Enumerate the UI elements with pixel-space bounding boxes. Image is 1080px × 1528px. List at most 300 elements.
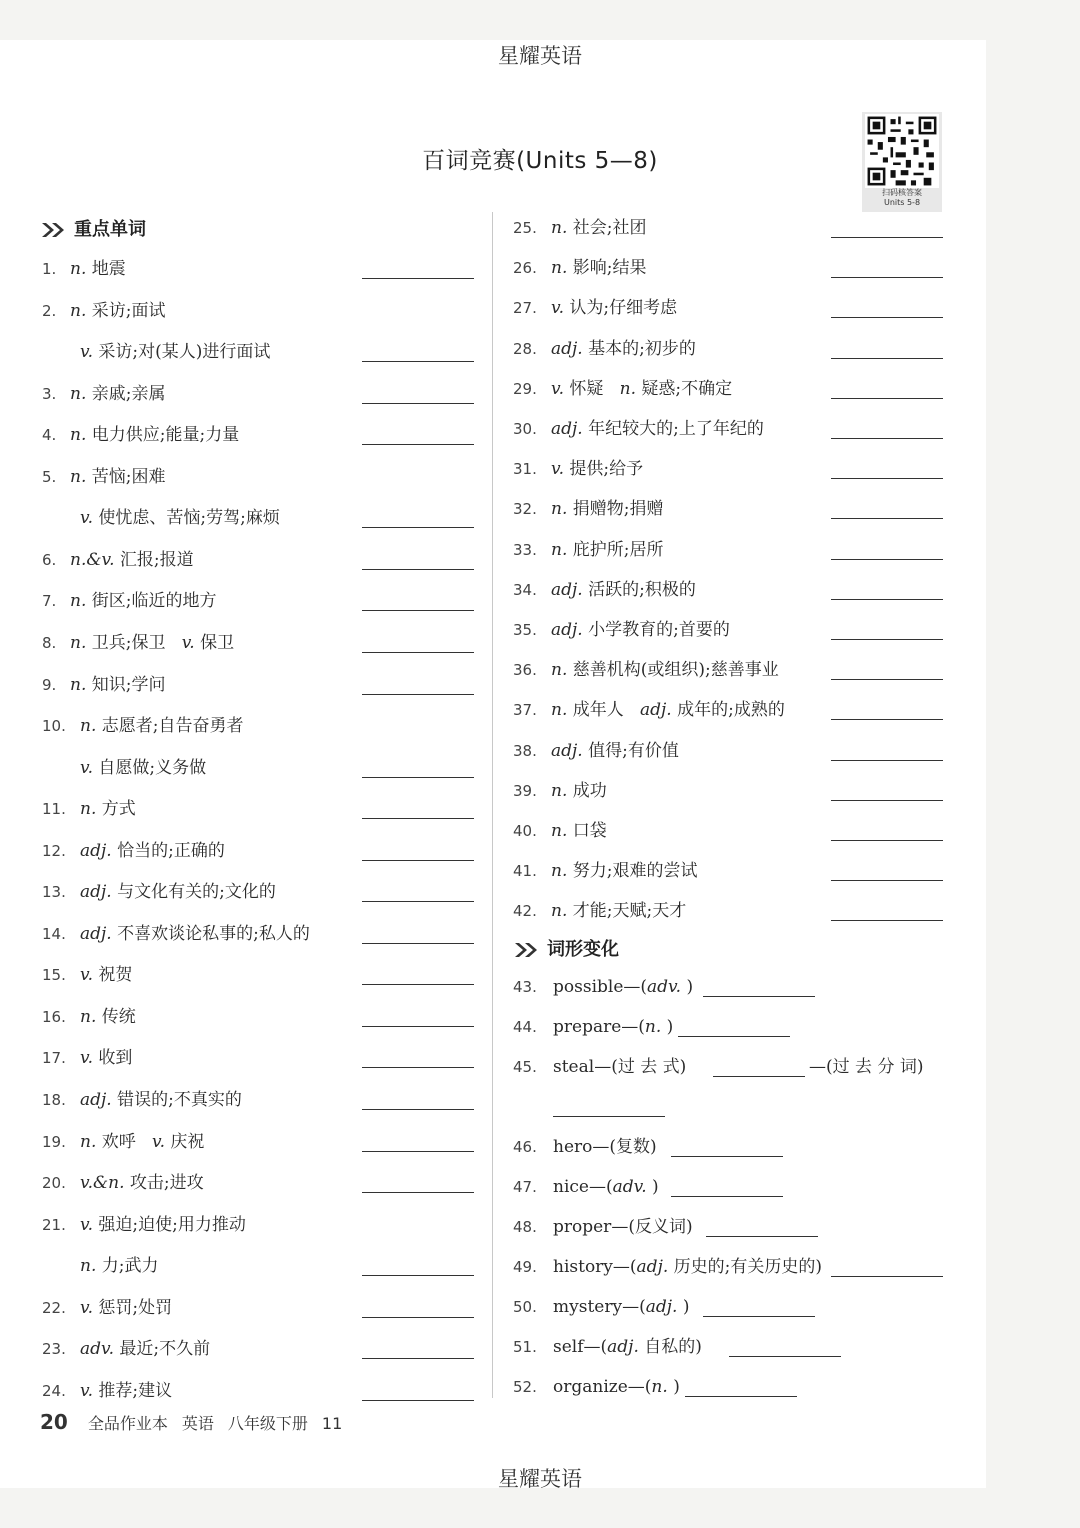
item-number: 31. [513, 460, 537, 479]
item-number: 7. [42, 592, 57, 611]
item-number: 13. [42, 883, 66, 902]
part-of-speech: n. [551, 780, 568, 801]
answer-blank[interactable] [362, 860, 474, 861]
item-definition [70, 381, 166, 407]
meaning: 志愿者;自告奋勇者 [101, 716, 244, 737]
item-number: 23. [42, 1340, 66, 1359]
item-definition [551, 858, 698, 884]
answer-blank[interactable] [362, 1317, 474, 1318]
book-name: 全品作业本 [87, 1414, 168, 1433]
part-of-speech: n. [651, 1377, 668, 1397]
answer-blank[interactable] [831, 880, 943, 881]
vocab-row [513, 336, 943, 362]
part-of-speech: v. [80, 342, 93, 363]
item-definition [551, 697, 785, 723]
item-definition [551, 738, 679, 764]
base-word: nice—( [553, 1177, 613, 1197]
item-definition [551, 778, 607, 804]
answer-blank[interactable] [831, 277, 943, 278]
meaning: 使忧虑、苦恼;劳驾;麻烦 [98, 508, 280, 529]
meaning: 错误的;不真实的 [117, 1090, 242, 1110]
answer-blank[interactable] [831, 679, 943, 680]
vocab-row [42, 796, 474, 822]
item-number: 40. [513, 822, 537, 840]
answer-blank[interactable] [362, 1400, 474, 1401]
word-form-row [513, 974, 945, 1000]
meaning: 电力供应;能量;力量 [91, 425, 240, 446]
item-number: 43. [513, 978, 537, 996]
vocab-row [42, 1212, 474, 1238]
answer-blank[interactable] [831, 719, 943, 720]
double-chevron-icon [40, 222, 66, 238]
base-word: steal—(过 去 式) [553, 1057, 687, 1077]
item-number: 33. [513, 540, 537, 559]
item-definition [80, 921, 310, 947]
word-prompt [553, 1174, 659, 1200]
qr-caption-units: Units 5-8 [883, 198, 921, 207]
part-of-speech: n. [70, 466, 87, 487]
meaning: 成功 [572, 780, 607, 801]
prompt-tail: ) [682, 1297, 690, 1317]
answer-blank[interactable] [362, 1358, 474, 1359]
part-of-speech: adj. [551, 620, 583, 640]
prompt-tail: ) [666, 1017, 674, 1037]
item-definition [551, 215, 647, 241]
word-prompt [553, 974, 693, 1000]
item-number: 34. [513, 580, 537, 599]
part-of-speech: v. [80, 1048, 93, 1069]
meaning: 祝贺 [98, 965, 133, 986]
meaning: 街区;临近的地方 [91, 591, 217, 612]
meaning: 认为;仔细考虑 [569, 298, 678, 319]
item-number: 45. [513, 1058, 537, 1076]
code: 11 [321, 1414, 343, 1433]
item-number: 37. [513, 701, 537, 720]
answer-blank[interactable] [831, 639, 943, 640]
vocab-row [513, 697, 943, 723]
item-definition [70, 672, 166, 698]
answer-blank[interactable] [362, 901, 474, 902]
item-number: 26. [513, 259, 537, 278]
part-of-speech: n. [619, 378, 636, 399]
item-definition [80, 1004, 136, 1030]
item-definition [80, 1336, 210, 1362]
vocab-row [513, 778, 943, 804]
item-definition [80, 1087, 242, 1113]
meaning: 庆祝 [170, 1131, 205, 1152]
vocab-row [42, 1295, 474, 1321]
vocab-row [42, 1045, 474, 1071]
answer-blank[interactable] [729, 1356, 841, 1357]
part-of-speech: n.&v. [70, 549, 115, 570]
vocab-row [42, 422, 474, 448]
answer-blank[interactable] [362, 818, 474, 819]
footer [40, 1410, 356, 1434]
prompt-tail: ) [686, 977, 694, 997]
answer-blank[interactable] [831, 559, 943, 560]
item-definition [551, 617, 730, 643]
part-of-speech: adj. [80, 923, 112, 944]
answer-blank[interactable] [362, 1192, 474, 1193]
answer-blank[interactable] [362, 984, 474, 985]
answer-blank[interactable] [362, 444, 474, 445]
part-of-speech: n. [551, 821, 568, 841]
answer-blank[interactable] [671, 1156, 783, 1157]
meaning: 小学教育的;首要的 [588, 620, 730, 640]
word-prompt [553, 1334, 702, 1360]
word-form-row [513, 1214, 945, 1240]
answer-blank[interactable] [831, 800, 943, 801]
item-number: 47. [513, 1178, 537, 1196]
column-divider [492, 212, 493, 1398]
item-number: 30. [513, 420, 537, 438]
answer-blank[interactable] [362, 1067, 474, 1068]
item-number: 25. [513, 219, 537, 237]
qr-code[interactable] [862, 112, 942, 212]
vocab-row [42, 921, 474, 947]
part-of-speech: adj. [645, 1297, 678, 1317]
vocab-row [42, 1004, 474, 1030]
part-of-speech: adj. [636, 1257, 669, 1277]
item-definition [80, 755, 206, 781]
item-number: 27. [513, 299, 537, 318]
vocab-row [42, 1336, 474, 1362]
item-number: 18. [42, 1091, 66, 1109]
vocab-row [42, 962, 474, 988]
meaning: 口袋 [572, 821, 607, 841]
item-number: 5. [42, 467, 57, 486]
answer-blank[interactable] [831, 398, 943, 399]
part-of-speech: v. [151, 1131, 165, 1152]
part-of-speech: v. [551, 378, 564, 399]
vocab-row [42, 298, 474, 324]
item-number: 20. [42, 1174, 66, 1193]
prompt-tail: 自私的) [644, 1337, 702, 1357]
item-number: 17. [42, 1049, 66, 1068]
answer-blank[interactable] [831, 438, 943, 439]
meaning: 捐赠物;捐赠 [572, 499, 664, 520]
answer-blank[interactable] [362, 527, 474, 528]
base-word: history—( [553, 1257, 637, 1277]
word-prompt [553, 1374, 680, 1400]
grade: 八年级下册 [227, 1414, 308, 1433]
meaning: 传统 [101, 1006, 136, 1027]
answer-blank[interactable] [706, 1236, 818, 1237]
meaning: 庇护所;居所 [572, 539, 664, 560]
word-form-row [513, 1294, 945, 1320]
vocab-row [513, 456, 943, 482]
answer-blank[interactable] [685, 1396, 797, 1397]
vocab-row [42, 1170, 474, 1196]
item-definition [551, 336, 696, 362]
meaning: 才能;天赋;天才 [572, 901, 687, 922]
meaning: 疑惑;不确定 [641, 378, 733, 399]
item-number: 35. [513, 621, 537, 639]
vocab-row [42, 1253, 474, 1279]
meaning: 惩罚;处罚 [98, 1297, 173, 1318]
item-definition [551, 416, 764, 442]
answer-blank[interactable] [362, 1151, 474, 1152]
item-definition [80, 1170, 204, 1196]
vocab-row [513, 818, 943, 844]
vocab-row [42, 838, 474, 864]
item-definition [80, 713, 244, 739]
meaning: 成年人 [572, 700, 624, 721]
item-number: 38. [513, 741, 537, 760]
qr-caption: 扫码核答案 [882, 188, 922, 197]
item-number: 44. [513, 1018, 537, 1036]
item-number: 14. [42, 924, 66, 943]
vocab-row [42, 879, 474, 905]
vocab-row [513, 657, 943, 683]
item-definition [80, 1253, 159, 1279]
item-definition [70, 547, 194, 573]
word-form-row [513, 1014, 945, 1040]
answer-blank[interactable] [362, 361, 474, 362]
part-of-speech: v. [80, 757, 93, 778]
item-number: 16. [42, 1007, 66, 1026]
answer-blank[interactable] [831, 599, 943, 600]
item-definition [551, 818, 607, 844]
qr-code-icon [865, 114, 939, 188]
item-number: 52. [513, 1378, 537, 1396]
prompt-after: —(过 去 分 词) [809, 1057, 924, 1077]
section-title: 词形变化 [547, 939, 619, 960]
section-title: 重点单词 [74, 219, 146, 240]
answer-blank[interactable] [831, 1276, 943, 1277]
vocab-row [42, 381, 474, 407]
item-number: 50. [513, 1298, 537, 1316]
vocab-row [513, 738, 943, 764]
item-number: 8. [42, 633, 57, 652]
answer-blank[interactable] [362, 1026, 474, 1027]
answer-blank[interactable] [362, 403, 474, 404]
part-of-speech: n. [551, 499, 568, 520]
part-of-speech: v. [551, 298, 564, 319]
answer-blank[interactable] [362, 652, 474, 653]
item-definition [80, 838, 225, 864]
meaning: 成年的;成熟的 [677, 700, 785, 721]
item-definition [551, 898, 686, 924]
item-definition [551, 255, 647, 281]
part-of-speech: v. [80, 965, 93, 986]
meaning: 慈善机构(或组织);慈善事业 [572, 660, 779, 681]
part-of-speech: n. [70, 674, 87, 695]
answer-blank[interactable] [831, 317, 943, 318]
item-number: 2. [42, 301, 57, 320]
part-of-speech: v. [181, 632, 195, 653]
answer-blank[interactable] [703, 1316, 815, 1317]
meaning: 苦恼;困难 [91, 466, 166, 487]
word-form-row [513, 1374, 945, 1400]
base-word: mystery—( [553, 1297, 646, 1317]
meaning: 自愿做;义务做 [98, 757, 207, 778]
item-definition [70, 464, 166, 490]
item-definition [80, 1129, 204, 1155]
item-definition [551, 295, 677, 321]
part-of-speech: v. [551, 459, 564, 480]
meaning: 汇报;报道 [119, 549, 194, 570]
item-definition [80, 1212, 246, 1238]
meaning: 不喜欢谈论私事的;私人的 [117, 923, 310, 944]
part-of-speech: adj. [551, 740, 583, 761]
item-definition [80, 796, 136, 822]
meaning: 恰当的;正确的 [117, 840, 225, 861]
answer-blank[interactable] [671, 1196, 783, 1197]
meaning: 怀疑 [569, 378, 604, 399]
answer-blank[interactable] [362, 569, 474, 570]
item-number: 28. [513, 339, 537, 358]
meaning: 保卫 [200, 632, 235, 653]
subject: 英语 [181, 1414, 214, 1433]
word-form-row [513, 1054, 945, 1080]
part-of-speech: v.&n. [80, 1173, 125, 1194]
word-prompt [553, 1214, 693, 1240]
vocab-row [513, 416, 943, 442]
meaning: 基本的;初步的 [588, 338, 696, 359]
meaning: 活跃的;积极的 [588, 579, 696, 600]
vocab-row [42, 464, 474, 490]
meaning: 方式 [101, 799, 136, 820]
vocab-row [513, 858, 943, 884]
answer-blank[interactable] [831, 237, 943, 238]
answer-blank[interactable] [362, 278, 474, 279]
answer-blank[interactable] [831, 478, 943, 479]
word-form-row [513, 1134, 945, 1160]
meaning: 提供;给予 [569, 459, 644, 480]
item-number: 9. [42, 675, 57, 694]
item-definition [70, 422, 239, 448]
item-definition [551, 376, 732, 402]
part-of-speech: adv. [647, 977, 682, 997]
meaning: 值得;有价值 [588, 740, 679, 761]
answer-blank[interactable] [362, 610, 474, 611]
part-of-speech: n. [70, 591, 87, 612]
answer-blank[interactable] [362, 777, 474, 778]
vocab-row [42, 339, 474, 365]
item-definition [70, 256, 126, 282]
meaning: 最近;不久前 [119, 1339, 211, 1360]
answer-blank[interactable] [362, 943, 474, 944]
meaning: 力;武力 [101, 1256, 159, 1277]
base-word: organize—( [553, 1377, 652, 1397]
page-number: 20 [40, 1410, 68, 1434]
item-number: 4. [42, 426, 57, 445]
part-of-speech: n. [551, 660, 568, 681]
item-definition [80, 879, 276, 905]
section-word-forms [513, 936, 619, 964]
answer-blank[interactable] [362, 694, 474, 695]
part-of-speech: n. [70, 425, 87, 446]
part-of-speech: v. [80, 1214, 93, 1235]
part-of-speech: v. [80, 508, 93, 529]
item-number: 48. [513, 1218, 537, 1236]
answer-blank[interactable] [678, 1036, 790, 1037]
item-number: 51. [513, 1338, 537, 1356]
meaning: 与文化有关的;文化的 [117, 882, 276, 903]
page-title: 百词竞赛(Units 5—8) [422, 148, 658, 174]
answer-blank[interactable] [703, 996, 815, 997]
item-number: 39. [513, 781, 537, 800]
meaning: 亲戚;亲属 [91, 383, 166, 404]
vocab-row [42, 1378, 474, 1404]
item-number: 41. [513, 862, 537, 881]
part-of-speech: n. [551, 258, 568, 279]
item-definition [80, 505, 280, 531]
answer-blank[interactable] [553, 1116, 665, 1117]
part-of-speech: adj. [80, 882, 112, 903]
part-of-speech: n. [70, 259, 87, 279]
word-prompt [553, 1294, 689, 1320]
answer-blank[interactable] [831, 358, 943, 359]
part-of-speech: n. [80, 716, 97, 737]
item-number: 15. [42, 966, 66, 985]
answer-blank[interactable] [713, 1076, 805, 1077]
vocab-row [513, 617, 943, 643]
item-definition [70, 298, 166, 324]
item-definition [80, 1295, 172, 1321]
item-definition [80, 1378, 172, 1404]
answer-blank[interactable] [362, 1109, 474, 1110]
part-of-speech: n. [551, 901, 568, 922]
part-of-speech: n. [70, 632, 87, 653]
item-definition [551, 657, 779, 683]
vocab-row [513, 577, 943, 603]
double-chevron-icon [513, 942, 539, 958]
prompt-tail: ) [673, 1377, 680, 1397]
part-of-speech: n. [551, 700, 568, 721]
item-number: 6. [42, 550, 57, 569]
word-form-row [513, 1174, 945, 1200]
item-definition [551, 577, 696, 603]
item-number: 19. [42, 1132, 66, 1151]
meaning: 强迫;迫使;用力推动 [98, 1214, 246, 1235]
word-prompt [553, 1134, 657, 1160]
watermark-top: 星耀英语 [498, 44, 582, 68]
vocab-row [513, 295, 943, 321]
part-of-speech: n. [70, 383, 87, 404]
part-of-speech: adv. [80, 1339, 115, 1360]
meaning: 推荐;建议 [98, 1380, 173, 1401]
part-of-speech: adj. [551, 419, 583, 439]
answer-blank[interactable] [831, 920, 943, 921]
vocab-row [513, 537, 943, 563]
part-of-speech: adj. [551, 338, 583, 359]
meaning: 努力;艰难的尝试 [572, 861, 698, 882]
answer-blank[interactable] [362, 1275, 474, 1276]
section-key-words [40, 216, 146, 244]
vocab-row [513, 255, 943, 281]
item-number: 49. [513, 1258, 537, 1276]
vocab-row [42, 1129, 474, 1155]
item-number: 36. [513, 661, 537, 680]
meaning: 地震 [91, 259, 126, 279]
base-word: hero—(复数) [553, 1137, 657, 1157]
part-of-speech: n. [80, 1131, 97, 1152]
item-definition [70, 630, 234, 656]
meaning: 知识;学问 [91, 674, 166, 695]
vocab-row [42, 547, 474, 573]
item-number: 1. [42, 260, 57, 278]
vocab-row [513, 496, 943, 522]
answer-blank[interactable] [831, 840, 943, 841]
answer-blank[interactable] [831, 760, 943, 761]
base-word: proper—(反义词) [553, 1217, 693, 1237]
item-number: 32. [513, 500, 537, 519]
answer-blank[interactable] [831, 518, 943, 519]
item-definition [80, 962, 132, 988]
vocab-row [42, 505, 474, 531]
